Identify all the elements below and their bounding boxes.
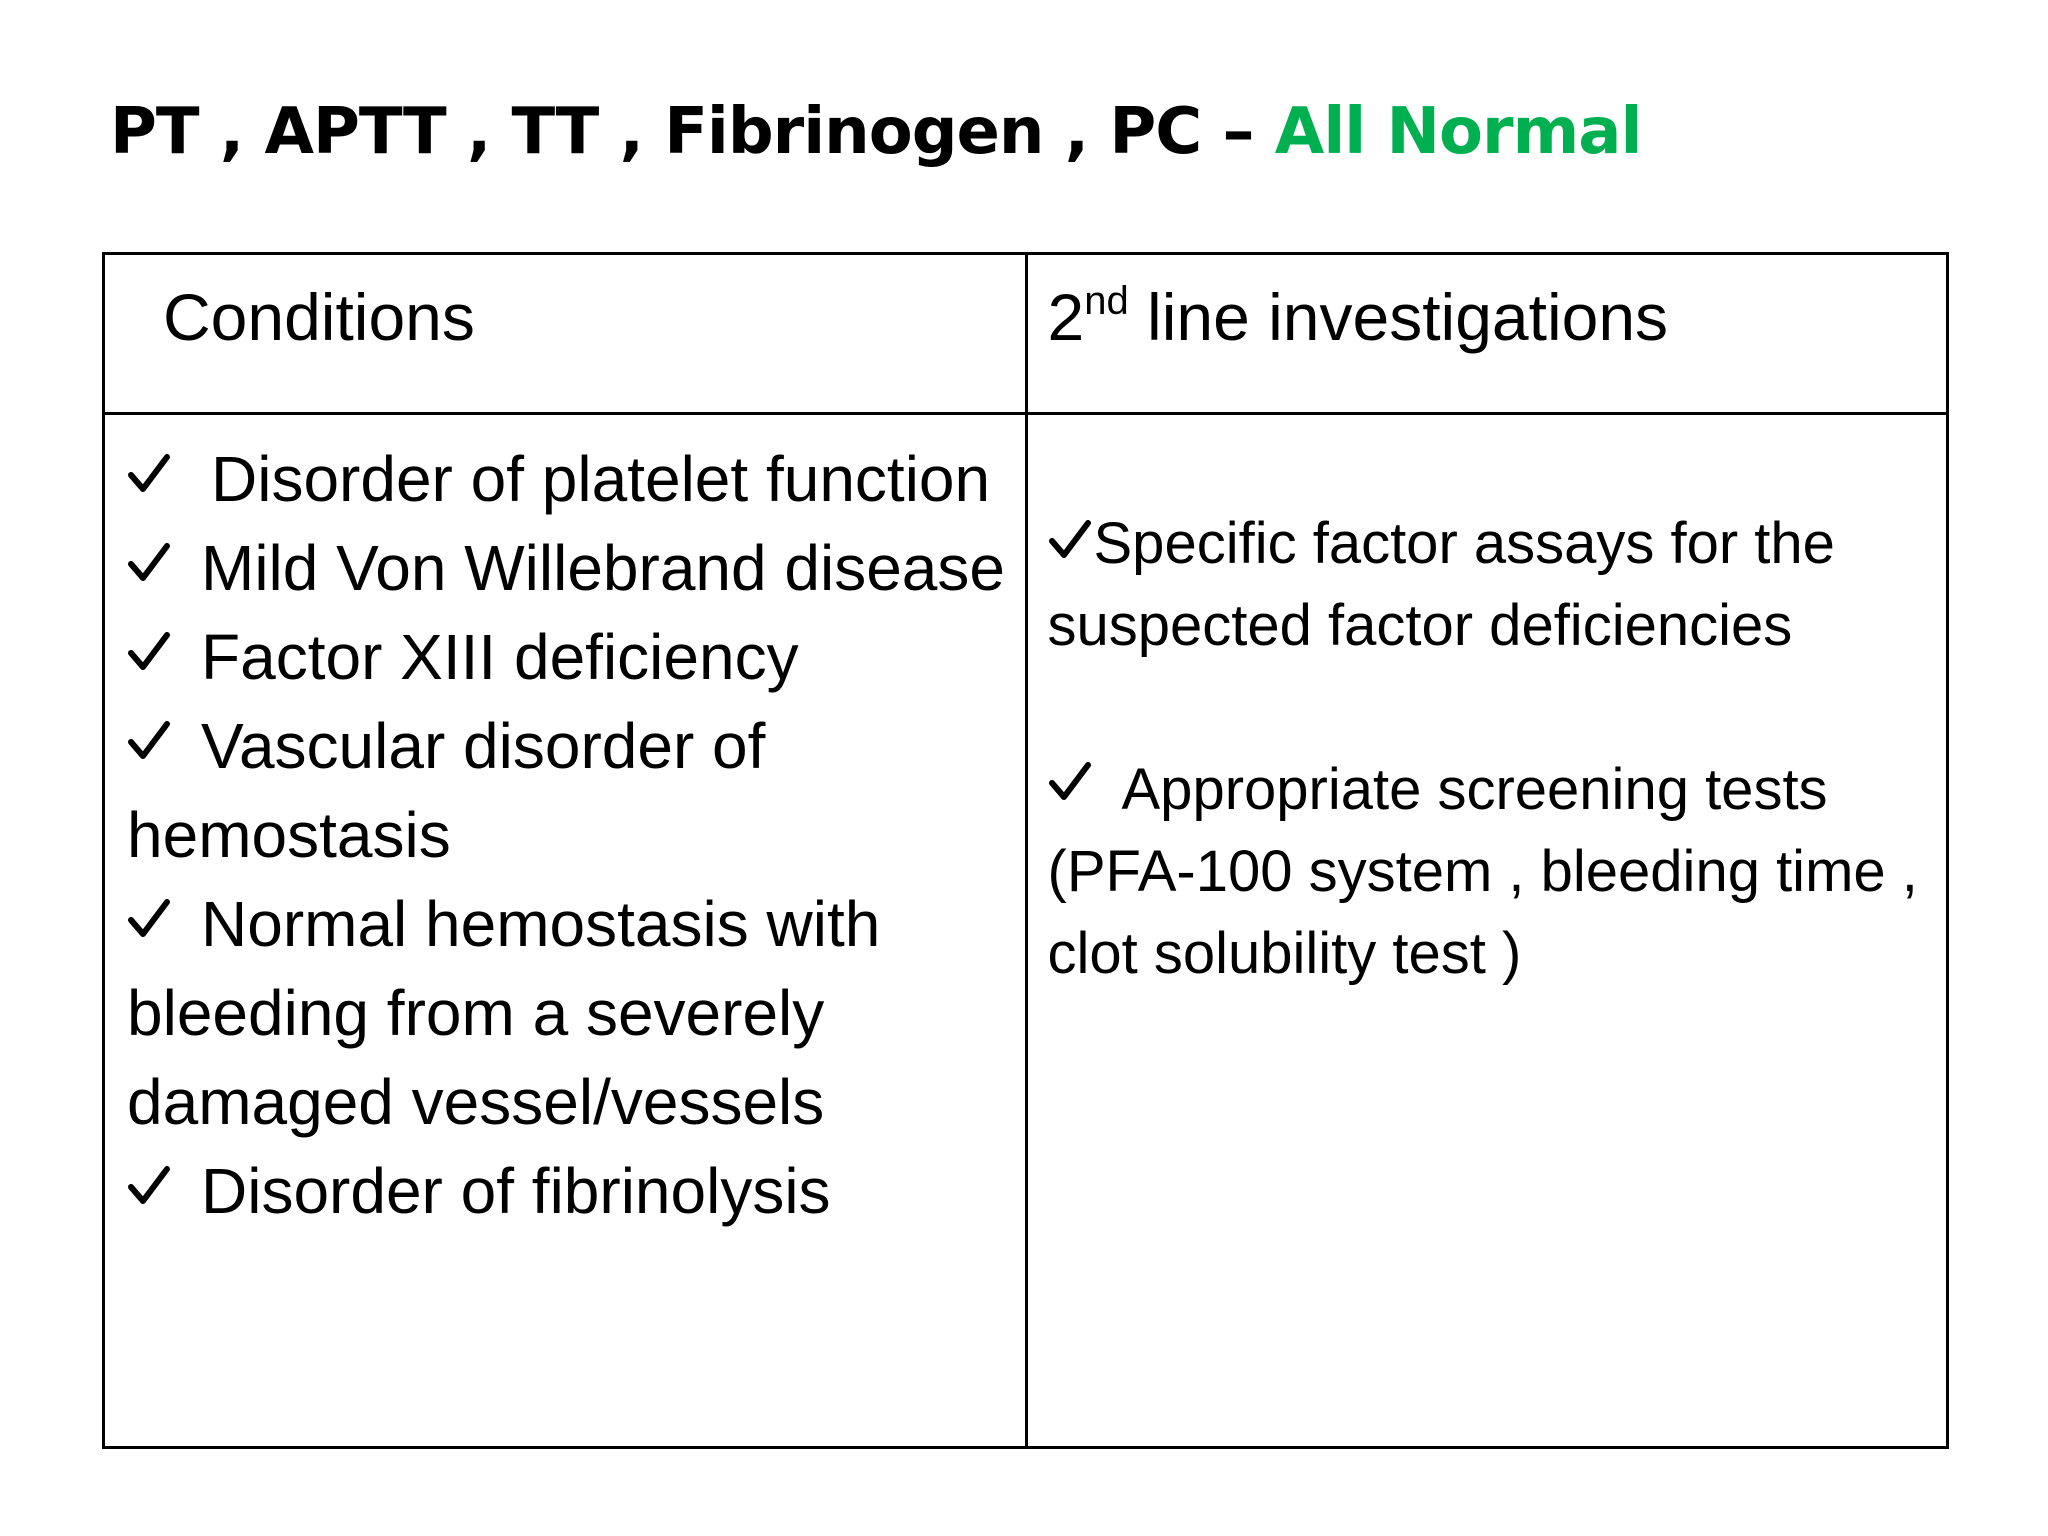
condition-text: Vascular disorder of hemostasis (127, 710, 766, 871)
list-item (1048, 503, 1927, 667)
header-investigations (1026, 254, 1948, 414)
checkmark-icon (127, 540, 171, 584)
table-header-row (104, 254, 1948, 414)
investigations-cell (1026, 414, 1948, 1448)
header-investigations-rest: line investigations (1128, 280, 1669, 354)
list-item (1048, 749, 1927, 995)
conditions-table (102, 252, 1949, 1449)
checkmark-icon (127, 629, 171, 673)
list-item (127, 613, 1015, 702)
checkmark-icon (1048, 759, 1092, 803)
investigation-text: Specific factor assays for the suspected factor deficiencies (1047, 511, 1835, 658)
list-item (127, 880, 1015, 1147)
list-item (127, 524, 1015, 613)
investigation-text: Appropriate screening tests (PFA-100 system , bleeding time , clot solubility test ) (1047, 757, 1918, 986)
checkmark-icon (127, 1163, 171, 1207)
condition-text: Disorder of platelet function (211, 443, 991, 515)
condition-text: Factor XIII deficiency (201, 621, 799, 693)
title-main: PT , APTT , TT , Fibrinogen , PC – (110, 95, 1254, 169)
condition-text: Disorder of fibrinolysis (201, 1155, 831, 1227)
header-investigations-number: 2 (1047, 280, 1085, 354)
conditions-list (105, 415, 1025, 1236)
list-item (127, 435, 1015, 524)
header-investigations-superscript: nd (1084, 279, 1129, 323)
condition-text: Mild Von Willebrand disease (201, 532, 1005, 604)
condition-text: Normal hemostasis with bleeding from a severely damaged vessel/vessels (127, 888, 881, 1138)
header-conditions-label: Conditions (163, 280, 475, 354)
list-item (127, 702, 1015, 880)
conditions-cell (104, 414, 1027, 1448)
checkmark-icon (127, 451, 171, 495)
slide-title (110, 92, 1641, 172)
title-accent: All Normal (1274, 95, 1642, 169)
checkmark-icon (127, 718, 171, 762)
table-body-row (104, 414, 1948, 1448)
checkmark-icon (127, 896, 171, 940)
conditions-table-container (102, 252, 1949, 1449)
list-item (127, 1147, 1015, 1236)
header-conditions (104, 254, 1027, 414)
checkmark-icon (1048, 517, 1092, 561)
investigations-list (1028, 415, 1947, 995)
